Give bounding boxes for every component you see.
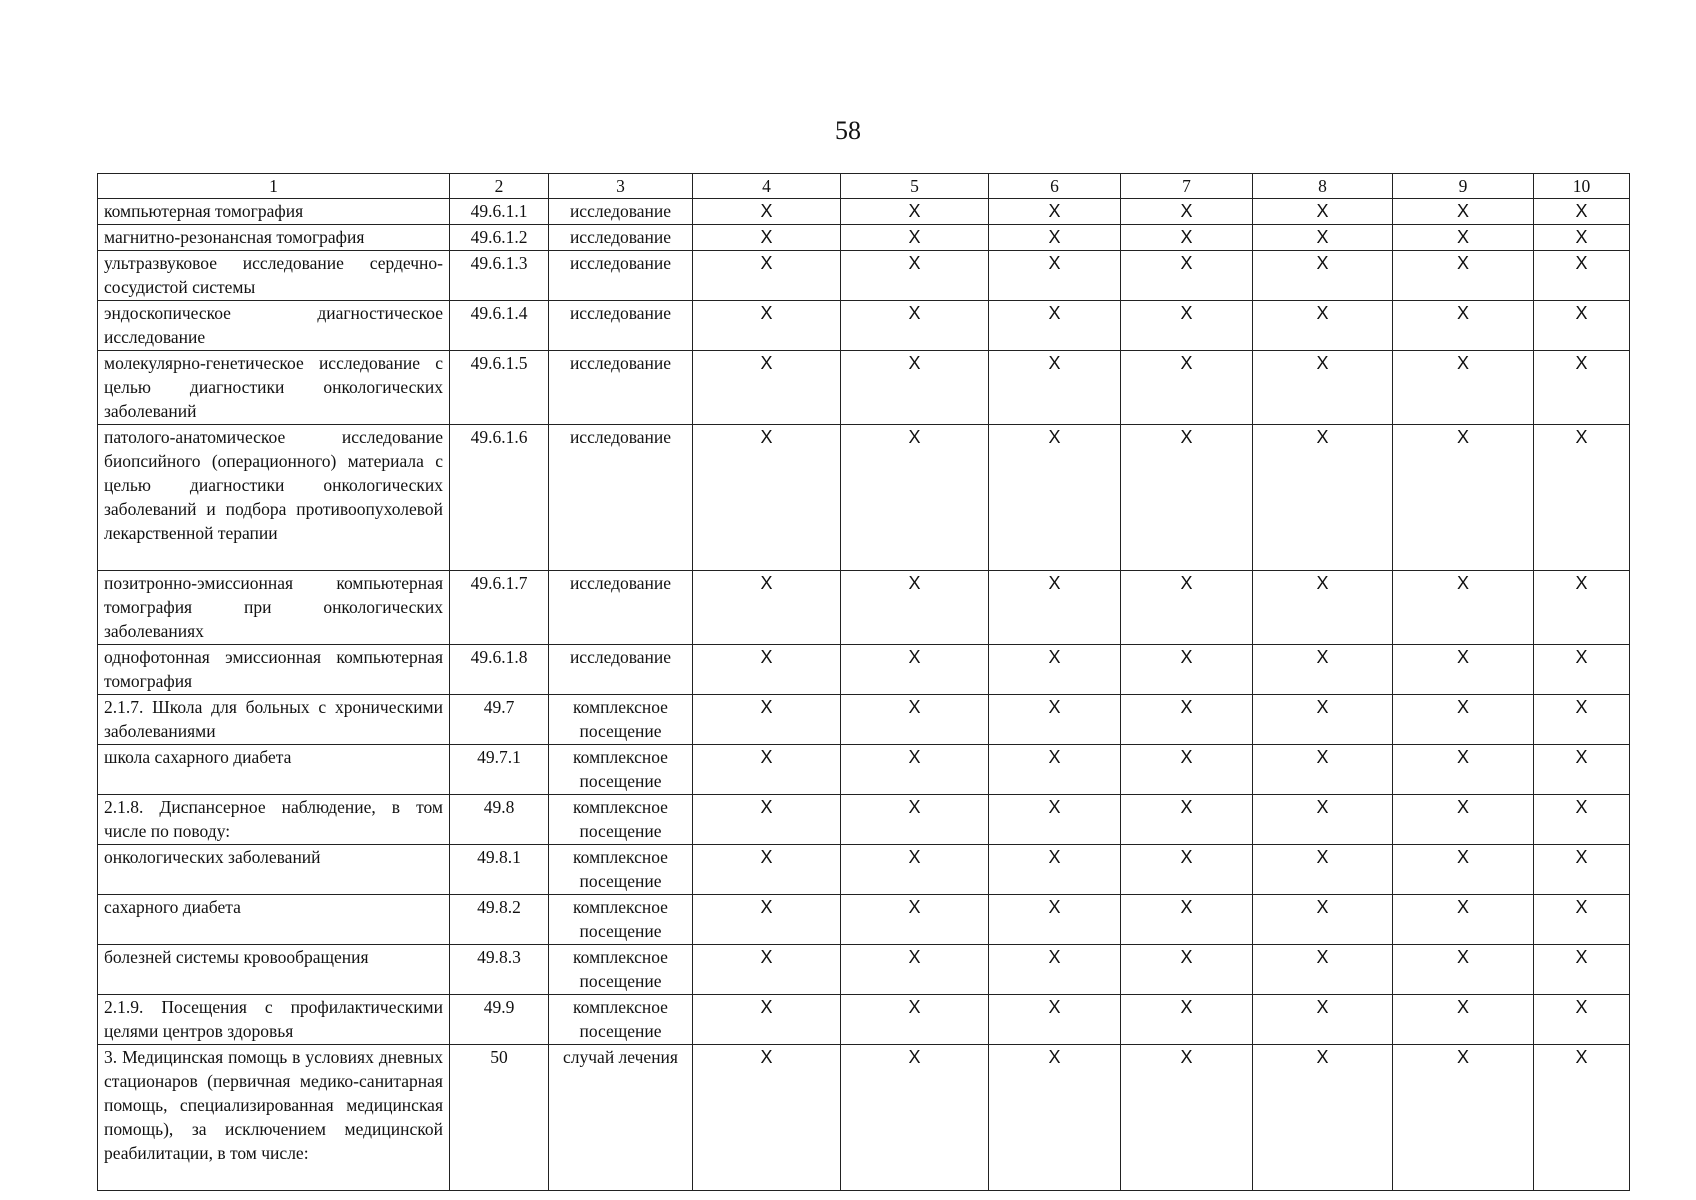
row-value-cell: X <box>1534 351 1630 425</box>
row-value-cell: X <box>1121 995 1253 1045</box>
row-value-cell: X <box>693 301 841 351</box>
row-value-cell: X <box>1121 895 1253 945</box>
row-unit-cell: исследование <box>549 199 693 225</box>
row-value-cell: X <box>1393 645 1534 695</box>
table-row <box>98 745 1630 795</box>
row-value-cell: X <box>1534 199 1630 225</box>
row-name-cell: однофотонная эмиссионная компьютерная томография <box>98 645 450 695</box>
row-value-cell: X <box>1534 695 1630 745</box>
row-value-cell: X <box>989 645 1121 695</box>
row-value-cell: X <box>1534 225 1630 251</box>
row-name-cell: молекулярно-генетическое исследование с целью диагностики онкологических заболеваний <box>98 351 450 425</box>
row-value-cell: X <box>1393 895 1534 945</box>
row-value-cell: X <box>1253 645 1393 695</box>
row-value-cell: X <box>1121 225 1253 251</box>
row-value-cell: X <box>1534 645 1630 695</box>
row-value-cell: X <box>1534 301 1630 351</box>
row-value-cell: X <box>1534 795 1630 845</box>
column-header: 9 <box>1393 174 1534 199</box>
page-number: 58 <box>835 116 861 145</box>
row-value-cell: X <box>1121 571 1253 645</box>
table-row <box>98 695 1630 745</box>
column-header: 4 <box>693 174 841 199</box>
row-value-cell: X <box>1121 199 1253 225</box>
table-row <box>98 1045 1630 1191</box>
column-number-row <box>98 174 1630 199</box>
row-value-cell: X <box>1253 301 1393 351</box>
row-value-cell: X <box>1121 1045 1253 1191</box>
row-name-cell: болезней системы кровообращения <box>98 945 450 995</box>
row-value-cell: X <box>1121 745 1253 795</box>
row-value-cell: X <box>1121 351 1253 425</box>
row-value-cell: X <box>1121 301 1253 351</box>
table-row <box>98 795 1630 845</box>
row-value-cell: X <box>989 895 1121 945</box>
row-value-cell: X <box>989 1045 1121 1191</box>
row-value-cell: X <box>989 225 1121 251</box>
table-row <box>98 199 1630 225</box>
table-row <box>98 225 1630 251</box>
row-value-cell: X <box>841 351 989 425</box>
row-value-cell: X <box>693 199 841 225</box>
row-code-cell: 49.8.2 <box>450 895 549 945</box>
row-value-cell: X <box>989 695 1121 745</box>
row-value-cell: X <box>1393 225 1534 251</box>
row-value-cell: X <box>989 251 1121 301</box>
row-value-cell: X <box>693 995 841 1045</box>
column-header: 2 <box>450 174 549 199</box>
row-value-cell: X <box>1534 251 1630 301</box>
row-code-cell: 49.8.3 <box>450 945 549 995</box>
row-value-cell: X <box>989 425 1121 571</box>
row-code-cell: 49.6.1.3 <box>450 251 549 301</box>
column-header: 8 <box>1253 174 1393 199</box>
row-unit-cell: комплексное посещение <box>549 845 693 895</box>
row-value-cell: X <box>693 695 841 745</box>
row-value-cell: X <box>989 945 1121 995</box>
row-value-cell: X <box>693 225 841 251</box>
table-row <box>98 945 1630 995</box>
row-value-cell: X <box>693 645 841 695</box>
row-value-cell: X <box>1534 1045 1630 1191</box>
row-name-cell: компьютерная томография <box>98 199 450 225</box>
row-name-cell: магнитно-резонансная томография <box>98 225 450 251</box>
row-value-cell: X <box>1534 425 1630 571</box>
row-code-cell: 49.8 <box>450 795 549 845</box>
row-code-cell: 50 <box>450 1045 549 1191</box>
row-value-cell: X <box>1393 795 1534 845</box>
row-value-cell: X <box>841 301 989 351</box>
column-header: 7 <box>1121 174 1253 199</box>
row-value-cell: X <box>1121 645 1253 695</box>
row-unit-cell: исследование <box>549 351 693 425</box>
column-header: 5 <box>841 174 989 199</box>
column-header: 1 <box>98 174 450 199</box>
row-value-cell: X <box>1253 995 1393 1045</box>
row-value-cell: X <box>1534 845 1630 895</box>
row-code-cell: 49.8.1 <box>450 845 549 895</box>
row-name-cell: эндоскопическое диагностическое исследование <box>98 301 450 351</box>
row-code-cell: 49.7.1 <box>450 745 549 795</box>
row-value-cell: X <box>989 995 1121 1045</box>
row-value-cell: X <box>1393 1045 1534 1191</box>
row-unit-cell: комплексное посещение <box>549 695 693 745</box>
row-value-cell: X <box>1393 845 1534 895</box>
row-value-cell: X <box>1534 745 1630 795</box>
row-value-cell: X <box>841 199 989 225</box>
row-value-cell: X <box>1253 795 1393 845</box>
row-value-cell: X <box>989 571 1121 645</box>
row-code-cell: 49.6.1.7 <box>450 571 549 645</box>
row-value-cell: X <box>1253 351 1393 425</box>
row-value-cell: X <box>1253 745 1393 795</box>
row-value-cell: X <box>693 425 841 571</box>
row-value-cell: X <box>1393 301 1534 351</box>
row-value-cell: X <box>693 795 841 845</box>
row-code-cell: 49.7 <box>450 695 549 745</box>
row-code-cell: 49.6.1.8 <box>450 645 549 695</box>
row-unit-cell: комплексное посещение <box>549 945 693 995</box>
row-value-cell: X <box>1253 845 1393 895</box>
row-value-cell: X <box>1253 571 1393 645</box>
row-value-cell: X <box>1121 795 1253 845</box>
row-unit-cell: исследование <box>549 251 693 301</box>
row-value-cell: X <box>1534 895 1630 945</box>
row-value-cell: X <box>693 1045 841 1191</box>
row-name-cell: 2.1.9. Посещения с профилактическими целями центров здоровья <box>98 995 450 1045</box>
row-value-cell: X <box>989 199 1121 225</box>
row-value-cell: X <box>1253 251 1393 301</box>
row-value-cell: X <box>841 895 989 945</box>
row-unit-cell: комплексное посещение <box>549 895 693 945</box>
row-value-cell: X <box>1253 1045 1393 1191</box>
row-value-cell: X <box>1121 695 1253 745</box>
row-value-cell: X <box>989 745 1121 795</box>
row-code-cell: 49.6.1.6 <box>450 425 549 571</box>
row-value-cell: X <box>841 571 989 645</box>
row-value-cell: X <box>693 571 841 645</box>
row-unit-cell: исследование <box>549 571 693 645</box>
table-row <box>98 571 1630 645</box>
row-unit-cell: комплексное посещение <box>549 795 693 845</box>
row-name-cell: 3. Медицинская помощь в условиях дневных стационаров (первичная медико-санитарная помощь, специализированная медицинская помощь), за исключением медицинской реабилитации, в том числе: <box>98 1045 450 1191</box>
column-header: 10 <box>1534 174 1630 199</box>
row-value-cell: X <box>841 745 989 795</box>
table-row <box>98 845 1630 895</box>
row-value-cell: X <box>1393 695 1534 745</box>
table-body <box>98 199 1630 1191</box>
column-header: 6 <box>989 174 1121 199</box>
row-value-cell: X <box>1393 251 1534 301</box>
row-value-cell: X <box>1534 571 1630 645</box>
row-value-cell: X <box>693 945 841 995</box>
row-name-cell: патолого-анатомическое исследование биопсийного (операционного) материала с целью диагностики онкологических заболеваний и подбора противоопухолевой лекарственной терапии <box>98 425 450 571</box>
row-value-cell: X <box>1121 845 1253 895</box>
table-row <box>98 645 1630 695</box>
row-value-cell: X <box>841 945 989 995</box>
row-value-cell: X <box>693 745 841 795</box>
row-name-cell: 2.1.8. Диспансерное наблюдение, в том числе по поводу: <box>98 795 450 845</box>
row-value-cell: X <box>841 251 989 301</box>
table-row <box>98 301 1630 351</box>
row-value-cell: X <box>841 225 989 251</box>
row-value-cell: X <box>989 795 1121 845</box>
row-value-cell: X <box>1393 571 1534 645</box>
row-name-cell: позитронно-эмиссионная компьютерная томография при онкологических заболеваниях <box>98 571 450 645</box>
row-value-cell: X <box>989 351 1121 425</box>
row-value-cell: X <box>1253 425 1393 571</box>
row-value-cell: X <box>989 845 1121 895</box>
row-name-cell: сахарного диабета <box>98 895 450 945</box>
row-value-cell: X <box>693 351 841 425</box>
row-name-cell: онкологических заболеваний <box>98 845 450 895</box>
row-value-cell: X <box>693 895 841 945</box>
row-value-cell: X <box>1253 695 1393 745</box>
row-code-cell: 49.6.1.5 <box>450 351 549 425</box>
row-code-cell: 49.6.1.2 <box>450 225 549 251</box>
row-value-cell: X <box>1393 199 1534 225</box>
row-value-cell: X <box>1253 945 1393 995</box>
row-unit-cell: комплексное посещение <box>549 995 693 1045</box>
row-value-cell: X <box>841 995 989 1045</box>
table-row <box>98 351 1630 425</box>
row-value-cell: X <box>693 845 841 895</box>
row-unit-cell: исследование <box>549 301 693 351</box>
table-row <box>98 895 1630 945</box>
row-name-cell: ультразвуковое исследование сердечно-сосудистой системы <box>98 251 450 301</box>
row-name-cell: школа сахарного диабета <box>98 745 450 795</box>
row-value-cell: X <box>841 1045 989 1191</box>
row-unit-cell: исследование <box>549 425 693 571</box>
row-value-cell: X <box>693 251 841 301</box>
row-code-cell: 49.9 <box>450 995 549 1045</box>
row-value-cell: X <box>1121 251 1253 301</box>
table-row <box>98 251 1630 301</box>
row-value-cell: X <box>1393 351 1534 425</box>
data-table <box>97 173 1630 1191</box>
row-unit-cell: исследование <box>549 645 693 695</box>
row-value-cell: X <box>1534 995 1630 1045</box>
row-value-cell: X <box>841 795 989 845</box>
table-row <box>98 425 1630 571</box>
row-value-cell: X <box>1393 425 1534 571</box>
row-code-cell: 49.6.1.4 <box>450 301 549 351</box>
row-unit-cell: случай лечения <box>549 1045 693 1191</box>
row-value-cell: X <box>841 845 989 895</box>
row-value-cell: X <box>1534 945 1630 995</box>
row-value-cell: X <box>1253 225 1393 251</box>
row-value-cell: X <box>841 695 989 745</box>
row-unit-cell: исследование <box>549 225 693 251</box>
row-value-cell: X <box>1121 945 1253 995</box>
column-header: 3 <box>549 174 693 199</box>
table-row <box>98 995 1630 1045</box>
row-value-cell: X <box>989 301 1121 351</box>
row-unit-cell: комплексное посещение <box>549 745 693 795</box>
row-value-cell: X <box>841 645 989 695</box>
row-value-cell: X <box>1393 995 1534 1045</box>
row-name-cell: 2.1.7. Школа для больных с хроническими заболеваниями <box>98 695 450 745</box>
row-value-cell: X <box>1393 745 1534 795</box>
row-value-cell: X <box>1393 945 1534 995</box>
row-value-cell: X <box>841 425 989 571</box>
row-code-cell: 49.6.1.1 <box>450 199 549 225</box>
row-value-cell: X <box>1253 199 1393 225</box>
row-value-cell: X <box>1253 895 1393 945</box>
row-value-cell: X <box>1121 425 1253 571</box>
